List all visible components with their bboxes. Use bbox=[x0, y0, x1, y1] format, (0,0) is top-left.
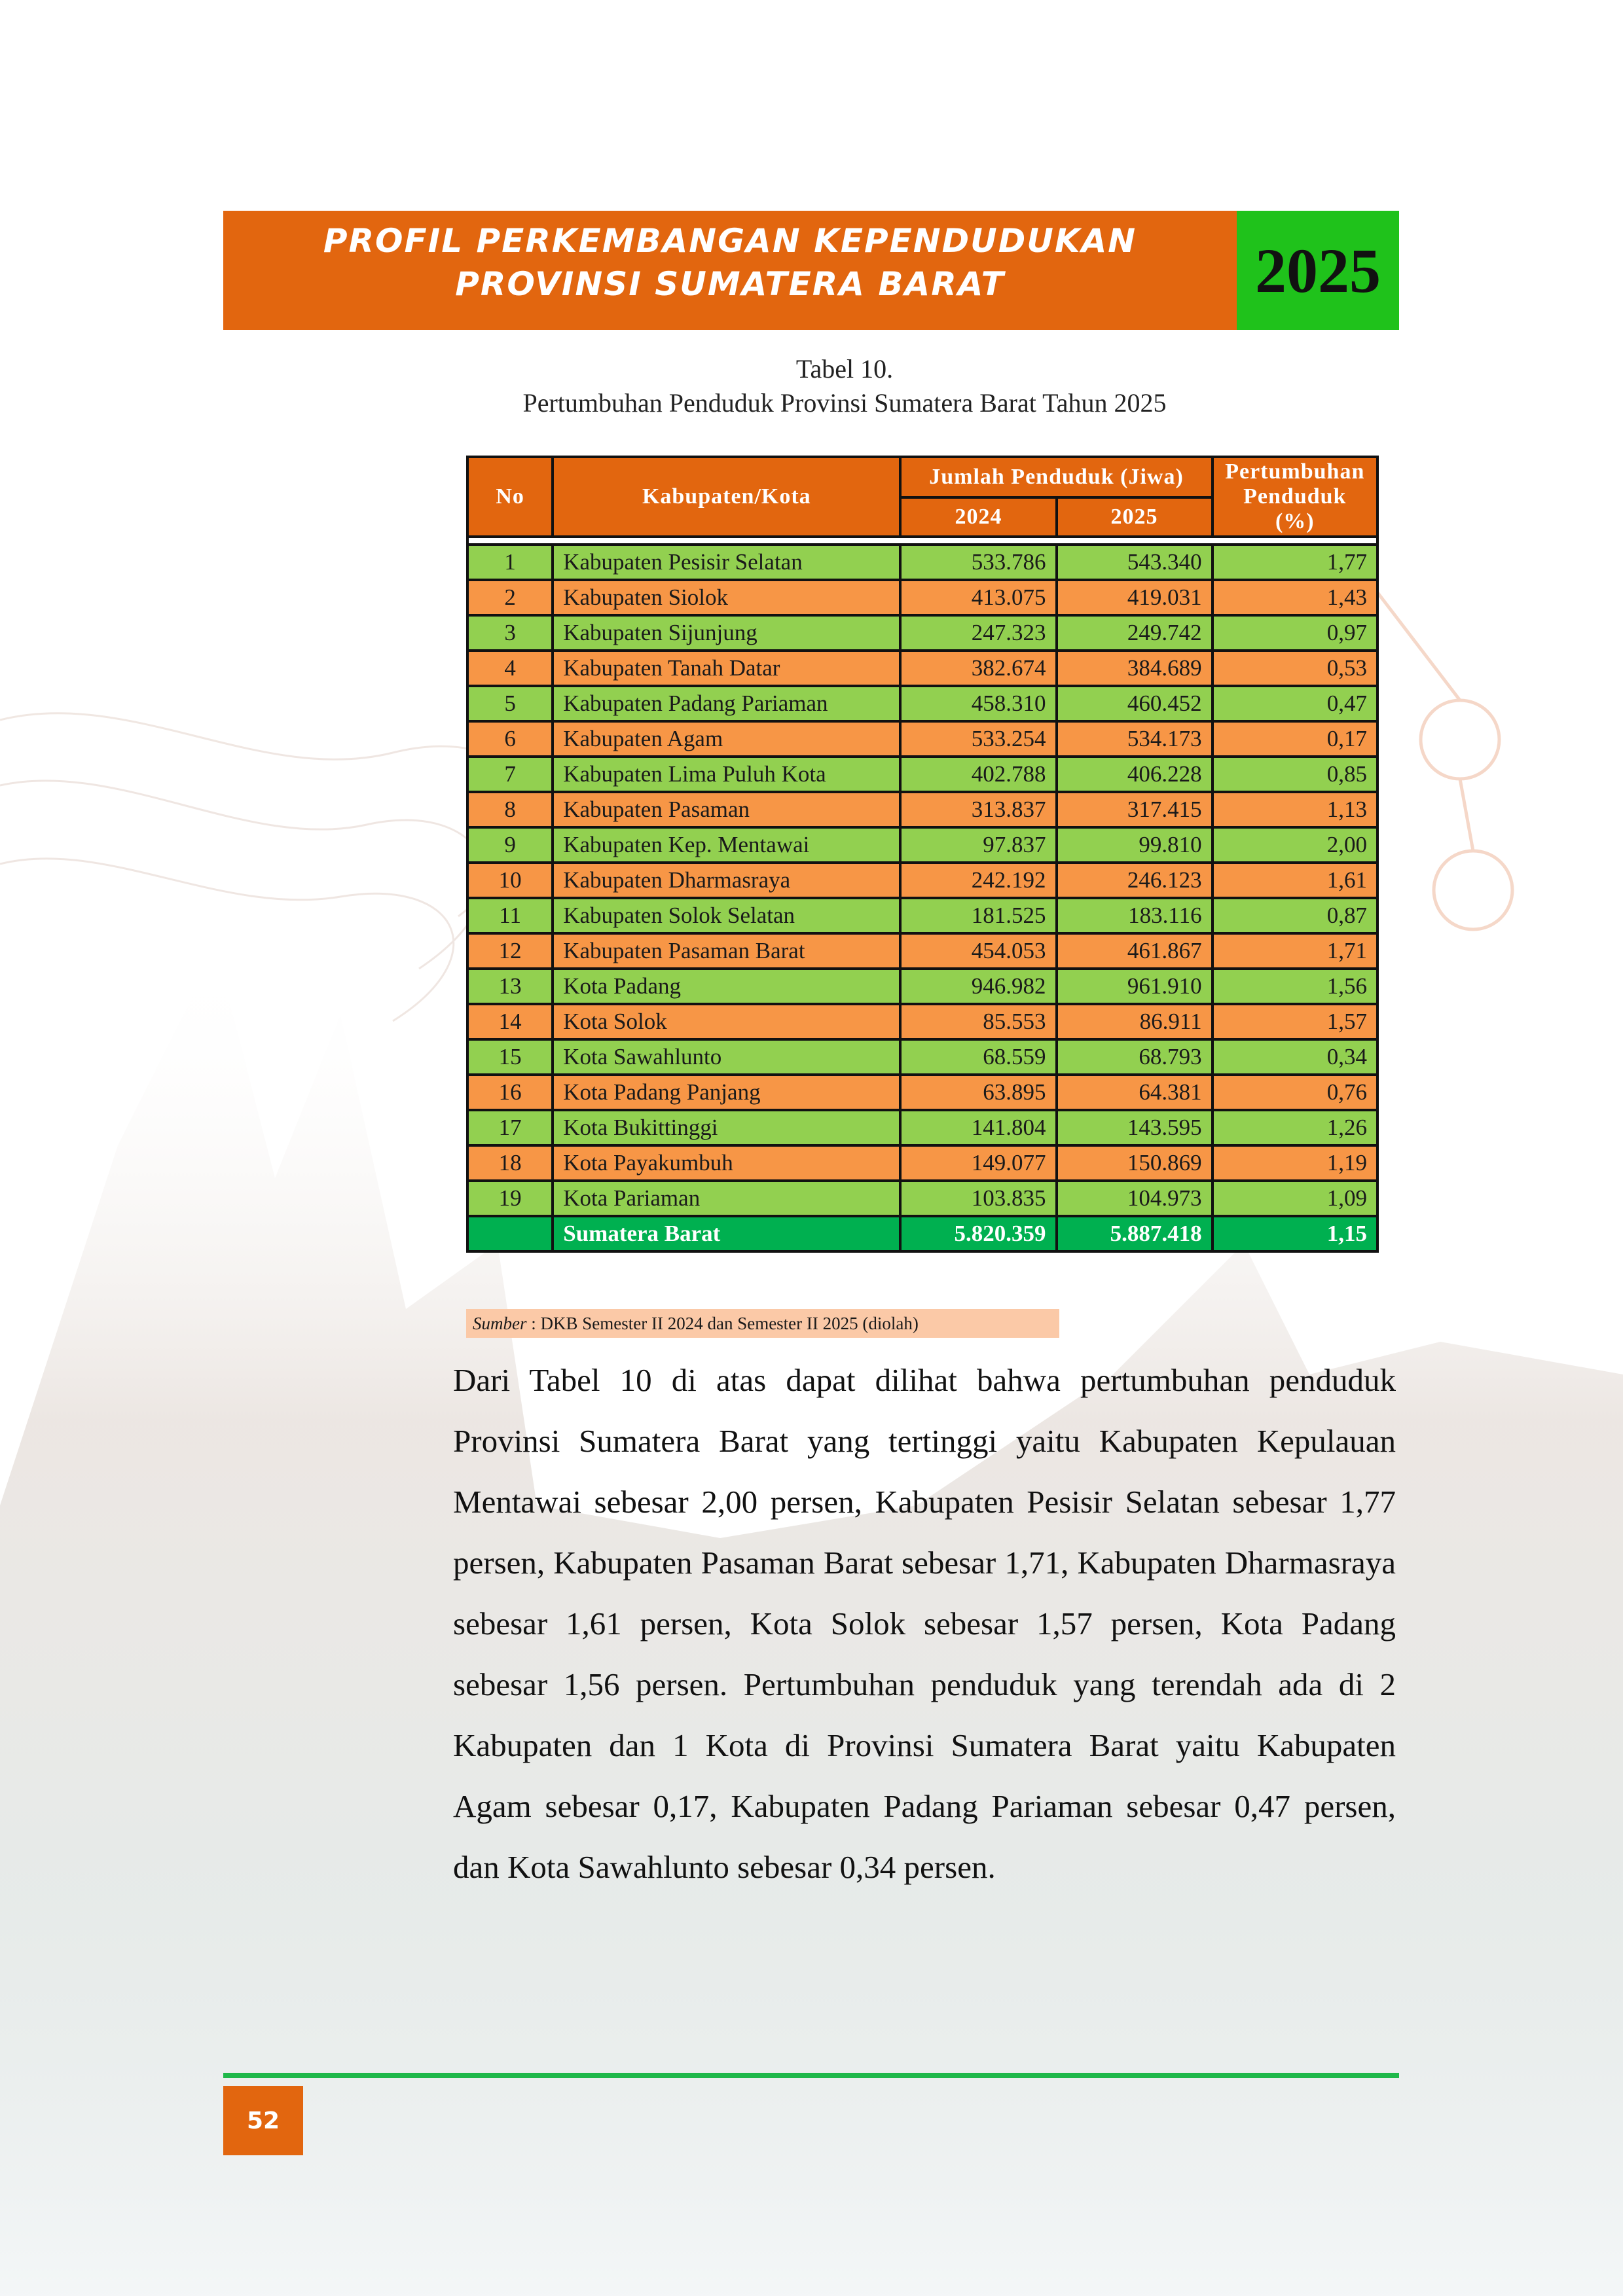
cell-name: Kabupaten Siolok bbox=[553, 580, 900, 615]
header-no: No bbox=[467, 457, 553, 537]
page-number: 52 bbox=[223, 2086, 303, 2155]
cell-name: Kota Bukittinggi bbox=[553, 1110, 900, 1145]
cell-name: Kabupaten Solok Selatan bbox=[553, 898, 900, 933]
header-year: 2025 bbox=[1237, 211, 1399, 330]
cell-name: Kabupaten Lima Puluh Kota bbox=[553, 757, 900, 792]
cell-growth: 1,77 bbox=[1213, 545, 1377, 580]
table-row bbox=[467, 792, 1377, 827]
cell-population-2024: 63.895 bbox=[900, 1075, 1056, 1110]
cell-population-2024: 382.674 bbox=[900, 651, 1056, 686]
cell-population-2024: 242.192 bbox=[900, 863, 1056, 898]
cell-name: Kabupaten Tanah Datar bbox=[553, 651, 900, 686]
cell-population-2024: 181.525 bbox=[900, 898, 1056, 933]
cell-population-2025: 246.123 bbox=[1057, 863, 1213, 898]
cell-population-2025: 406.228 bbox=[1057, 757, 1213, 792]
cell-no: 10 bbox=[467, 863, 553, 898]
cell-name: Kabupaten Pasaman bbox=[553, 792, 900, 827]
cell-population-2024: 247.323 bbox=[900, 615, 1056, 651]
table-row bbox=[467, 615, 1377, 651]
table-row bbox=[467, 1145, 1377, 1181]
header-population: Jumlah Penduduk (Jiwa) bbox=[900, 457, 1212, 497]
cell-name: Kabupaten Agam bbox=[553, 721, 900, 757]
body-paragraph: Dari Tabel 10 di atas dapat dilihat bahwa pertumbuhan penduduk Provinsi Sumatera Barat yang tertinggi yaitu Kabupaten Kepulauan Mentawai sebesar 2,00 persen, Kabupaten Pesisir Selatan sebesar 1,77 persen, Kabupaten Pasaman Barat sebesar 1,71, Kabupaten Dharmasraya sebesar 1,61 persen, Kota Solok sebesar 1,57 persen, Kota Padang sebesar 1,56 persen. Pertumbuhan penduduk yang terendah ada di 2 Kabupaten dan 1 Kota di Provinsi Sumatera Barat yaitu Kabupaten Agam sebesar 0,17, Kabupaten Padang Pariaman sebesar 0,47 persen, dan Kota Sawahlunto sebesar 0,34 persen. bbox=[453, 1362, 1396, 1885]
cell-population-2024: 533.786 bbox=[900, 545, 1056, 580]
cell-population-2025: 384.689 bbox=[1057, 651, 1213, 686]
source-note bbox=[466, 1309, 1059, 1338]
total-no bbox=[467, 1216, 553, 1251]
header-title bbox=[223, 219, 1237, 306]
table-row bbox=[467, 863, 1377, 898]
cell-no: 16 bbox=[467, 1075, 553, 1110]
table-row bbox=[467, 1181, 1377, 1216]
cell-growth: 1,19 bbox=[1213, 1145, 1377, 1181]
cell-name: Kota Padang bbox=[553, 969, 900, 1004]
header-title-line2: PROVINSI SUMATERA BARAT bbox=[455, 265, 1005, 303]
cell-name: Kabupaten Pesisir Selatan bbox=[553, 545, 900, 580]
cell-population-2025: 150.869 bbox=[1057, 1145, 1213, 1181]
cell-no: 12 bbox=[467, 933, 553, 969]
cell-name: Kabupaten Kep. Mentawai bbox=[553, 827, 900, 863]
cell-population-2025: 460.452 bbox=[1057, 686, 1213, 721]
population-growth-table bbox=[466, 456, 1379, 1253]
cell-no: 14 bbox=[467, 1004, 553, 1039]
footer-divider bbox=[223, 2073, 1399, 2078]
table-row bbox=[467, 933, 1377, 969]
cell-growth: 0,47 bbox=[1213, 686, 1377, 721]
cell-no: 1 bbox=[467, 545, 553, 580]
cell-growth: 1,61 bbox=[1213, 863, 1377, 898]
cell-name: Kabupaten Dharmasraya bbox=[553, 863, 900, 898]
cell-no: 4 bbox=[467, 651, 553, 686]
cell-growth: 0,17 bbox=[1213, 721, 1377, 757]
cell-population-2025: 104.973 bbox=[1057, 1181, 1213, 1216]
cell-population-2025: 543.340 bbox=[1057, 545, 1213, 580]
cell-name: Kota Padang Panjang bbox=[553, 1075, 900, 1110]
table-row bbox=[467, 651, 1377, 686]
cell-no: 15 bbox=[467, 1039, 553, 1075]
cell-no: 6 bbox=[467, 721, 553, 757]
cell-growth: 0,87 bbox=[1213, 898, 1377, 933]
cell-no: 19 bbox=[467, 1181, 553, 1216]
cell-name: Kota Payakumbuh bbox=[553, 1145, 900, 1181]
cell-no: 13 bbox=[467, 969, 553, 1004]
cell-population-2024: 458.310 bbox=[900, 686, 1056, 721]
header-year-2024: 2024 bbox=[900, 497, 1056, 537]
cell-no: 17 bbox=[467, 1110, 553, 1145]
cell-growth: 1,56 bbox=[1213, 969, 1377, 1004]
table-row bbox=[467, 1004, 1377, 1039]
cell-population-2025: 317.415 bbox=[1057, 792, 1213, 827]
cell-growth: 0,53 bbox=[1213, 651, 1377, 686]
cell-growth: 0,97 bbox=[1213, 615, 1377, 651]
cell-no: 2 bbox=[467, 580, 553, 615]
header-growth bbox=[1213, 457, 1377, 537]
cell-population-2024: 149.077 bbox=[900, 1145, 1056, 1181]
table-row bbox=[467, 1039, 1377, 1075]
table-caption-number: Tabel 10. bbox=[795, 354, 894, 384]
cell-name: Kota Sawahlunto bbox=[553, 1039, 900, 1075]
cell-name: Kota Solok bbox=[553, 1004, 900, 1039]
cell-growth: 0,85 bbox=[1213, 757, 1377, 792]
cell-no: 7 bbox=[467, 757, 553, 792]
cell-population-2025: 249.742 bbox=[1057, 615, 1213, 651]
cell-population-2025: 183.116 bbox=[1057, 898, 1213, 933]
total-growth: 1,15 bbox=[1213, 1216, 1377, 1251]
table-caption-title: Pertumbuhan Penduduk Provinsi Sumatera Barat Tahun 2025 bbox=[522, 388, 1167, 418]
table-row bbox=[467, 580, 1377, 615]
table-row bbox=[467, 1110, 1377, 1145]
cell-no: 9 bbox=[467, 827, 553, 863]
cell-population-2025: 68.793 bbox=[1057, 1039, 1213, 1075]
table-spacer bbox=[467, 537, 1377, 545]
cell-population-2025: 99.810 bbox=[1057, 827, 1213, 863]
cell-growth: 1,43 bbox=[1213, 580, 1377, 615]
cell-population-2025: 143.595 bbox=[1057, 1110, 1213, 1145]
cell-population-2024: 141.804 bbox=[900, 1110, 1056, 1145]
cell-population-2024: 97.837 bbox=[900, 827, 1056, 863]
total-population-2024: 5.820.359 bbox=[900, 1216, 1056, 1251]
cell-name: Kabupaten Sijunjung bbox=[553, 615, 900, 651]
total-population-2025: 5.887.418 bbox=[1057, 1216, 1213, 1251]
cell-population-2024: 402.788 bbox=[900, 757, 1056, 792]
cell-population-2024: 413.075 bbox=[900, 580, 1056, 615]
cell-population-2024: 103.835 bbox=[900, 1181, 1056, 1216]
cell-population-2025: 961.910 bbox=[1057, 969, 1213, 1004]
cell-no: 11 bbox=[467, 898, 553, 933]
cell-population-2024: 946.982 bbox=[900, 969, 1056, 1004]
cell-growth: 0,34 bbox=[1213, 1039, 1377, 1075]
cell-no: 5 bbox=[467, 686, 553, 721]
cell-population-2024: 313.837 bbox=[900, 792, 1056, 827]
cell-population-2025: 534.173 bbox=[1057, 721, 1213, 757]
cell-population-2025: 64.381 bbox=[1057, 1075, 1213, 1110]
cell-no: 18 bbox=[467, 1145, 553, 1181]
table-row bbox=[467, 969, 1377, 1004]
cell-name: Kabupaten Pasaman Barat bbox=[553, 933, 900, 969]
cell-growth: 1,13 bbox=[1213, 792, 1377, 827]
cell-population-2024: 85.553 bbox=[900, 1004, 1056, 1039]
cell-population-2024: 533.254 bbox=[900, 721, 1056, 757]
header-growth-line1: Pertumbuhan bbox=[1225, 459, 1365, 484]
header-title-line1: PROFIL PERKEMBANGAN KEPENDUDUKAN bbox=[323, 222, 1137, 260]
cell-no: 3 bbox=[467, 615, 553, 651]
table-row bbox=[467, 545, 1377, 580]
cell-growth: 1,57 bbox=[1213, 1004, 1377, 1039]
cell-growth: 2,00 bbox=[1213, 827, 1377, 863]
table-row bbox=[467, 1075, 1377, 1110]
source-text: : DKB Semester II 2024 dan Semester II 2025 (diolah) bbox=[526, 1314, 919, 1333]
source-label: Sumber bbox=[473, 1314, 527, 1333]
header-year-2025: 2025 bbox=[1057, 497, 1213, 537]
cell-name: Kota Pariaman bbox=[553, 1181, 900, 1216]
cell-no: 8 bbox=[467, 792, 553, 827]
total-name: Sumatera Barat bbox=[553, 1216, 900, 1251]
cell-growth: 1,71 bbox=[1213, 933, 1377, 969]
cell-population-2025: 86.911 bbox=[1057, 1004, 1213, 1039]
cell-population-2025: 461.867 bbox=[1057, 933, 1213, 969]
table-row bbox=[467, 757, 1377, 792]
table-total-row bbox=[467, 1216, 1377, 1251]
cell-population-2024: 454.053 bbox=[900, 933, 1056, 969]
cell-population-2025: 419.031 bbox=[1057, 580, 1213, 615]
table-row bbox=[467, 898, 1377, 933]
header-name: Kabupaten/Kota bbox=[553, 457, 900, 537]
cell-growth: 1,09 bbox=[1213, 1181, 1377, 1216]
cell-growth: 1,26 bbox=[1213, 1110, 1377, 1145]
header-growth-line2: Penduduk (%) bbox=[1243, 484, 1347, 533]
table-row bbox=[467, 827, 1377, 863]
table-row bbox=[467, 686, 1377, 721]
cell-growth: 0,76 bbox=[1213, 1075, 1377, 1110]
cell-name: Kabupaten Padang Pariaman bbox=[553, 686, 900, 721]
cell-population-2024: 68.559 bbox=[900, 1039, 1056, 1075]
table-row bbox=[467, 721, 1377, 757]
